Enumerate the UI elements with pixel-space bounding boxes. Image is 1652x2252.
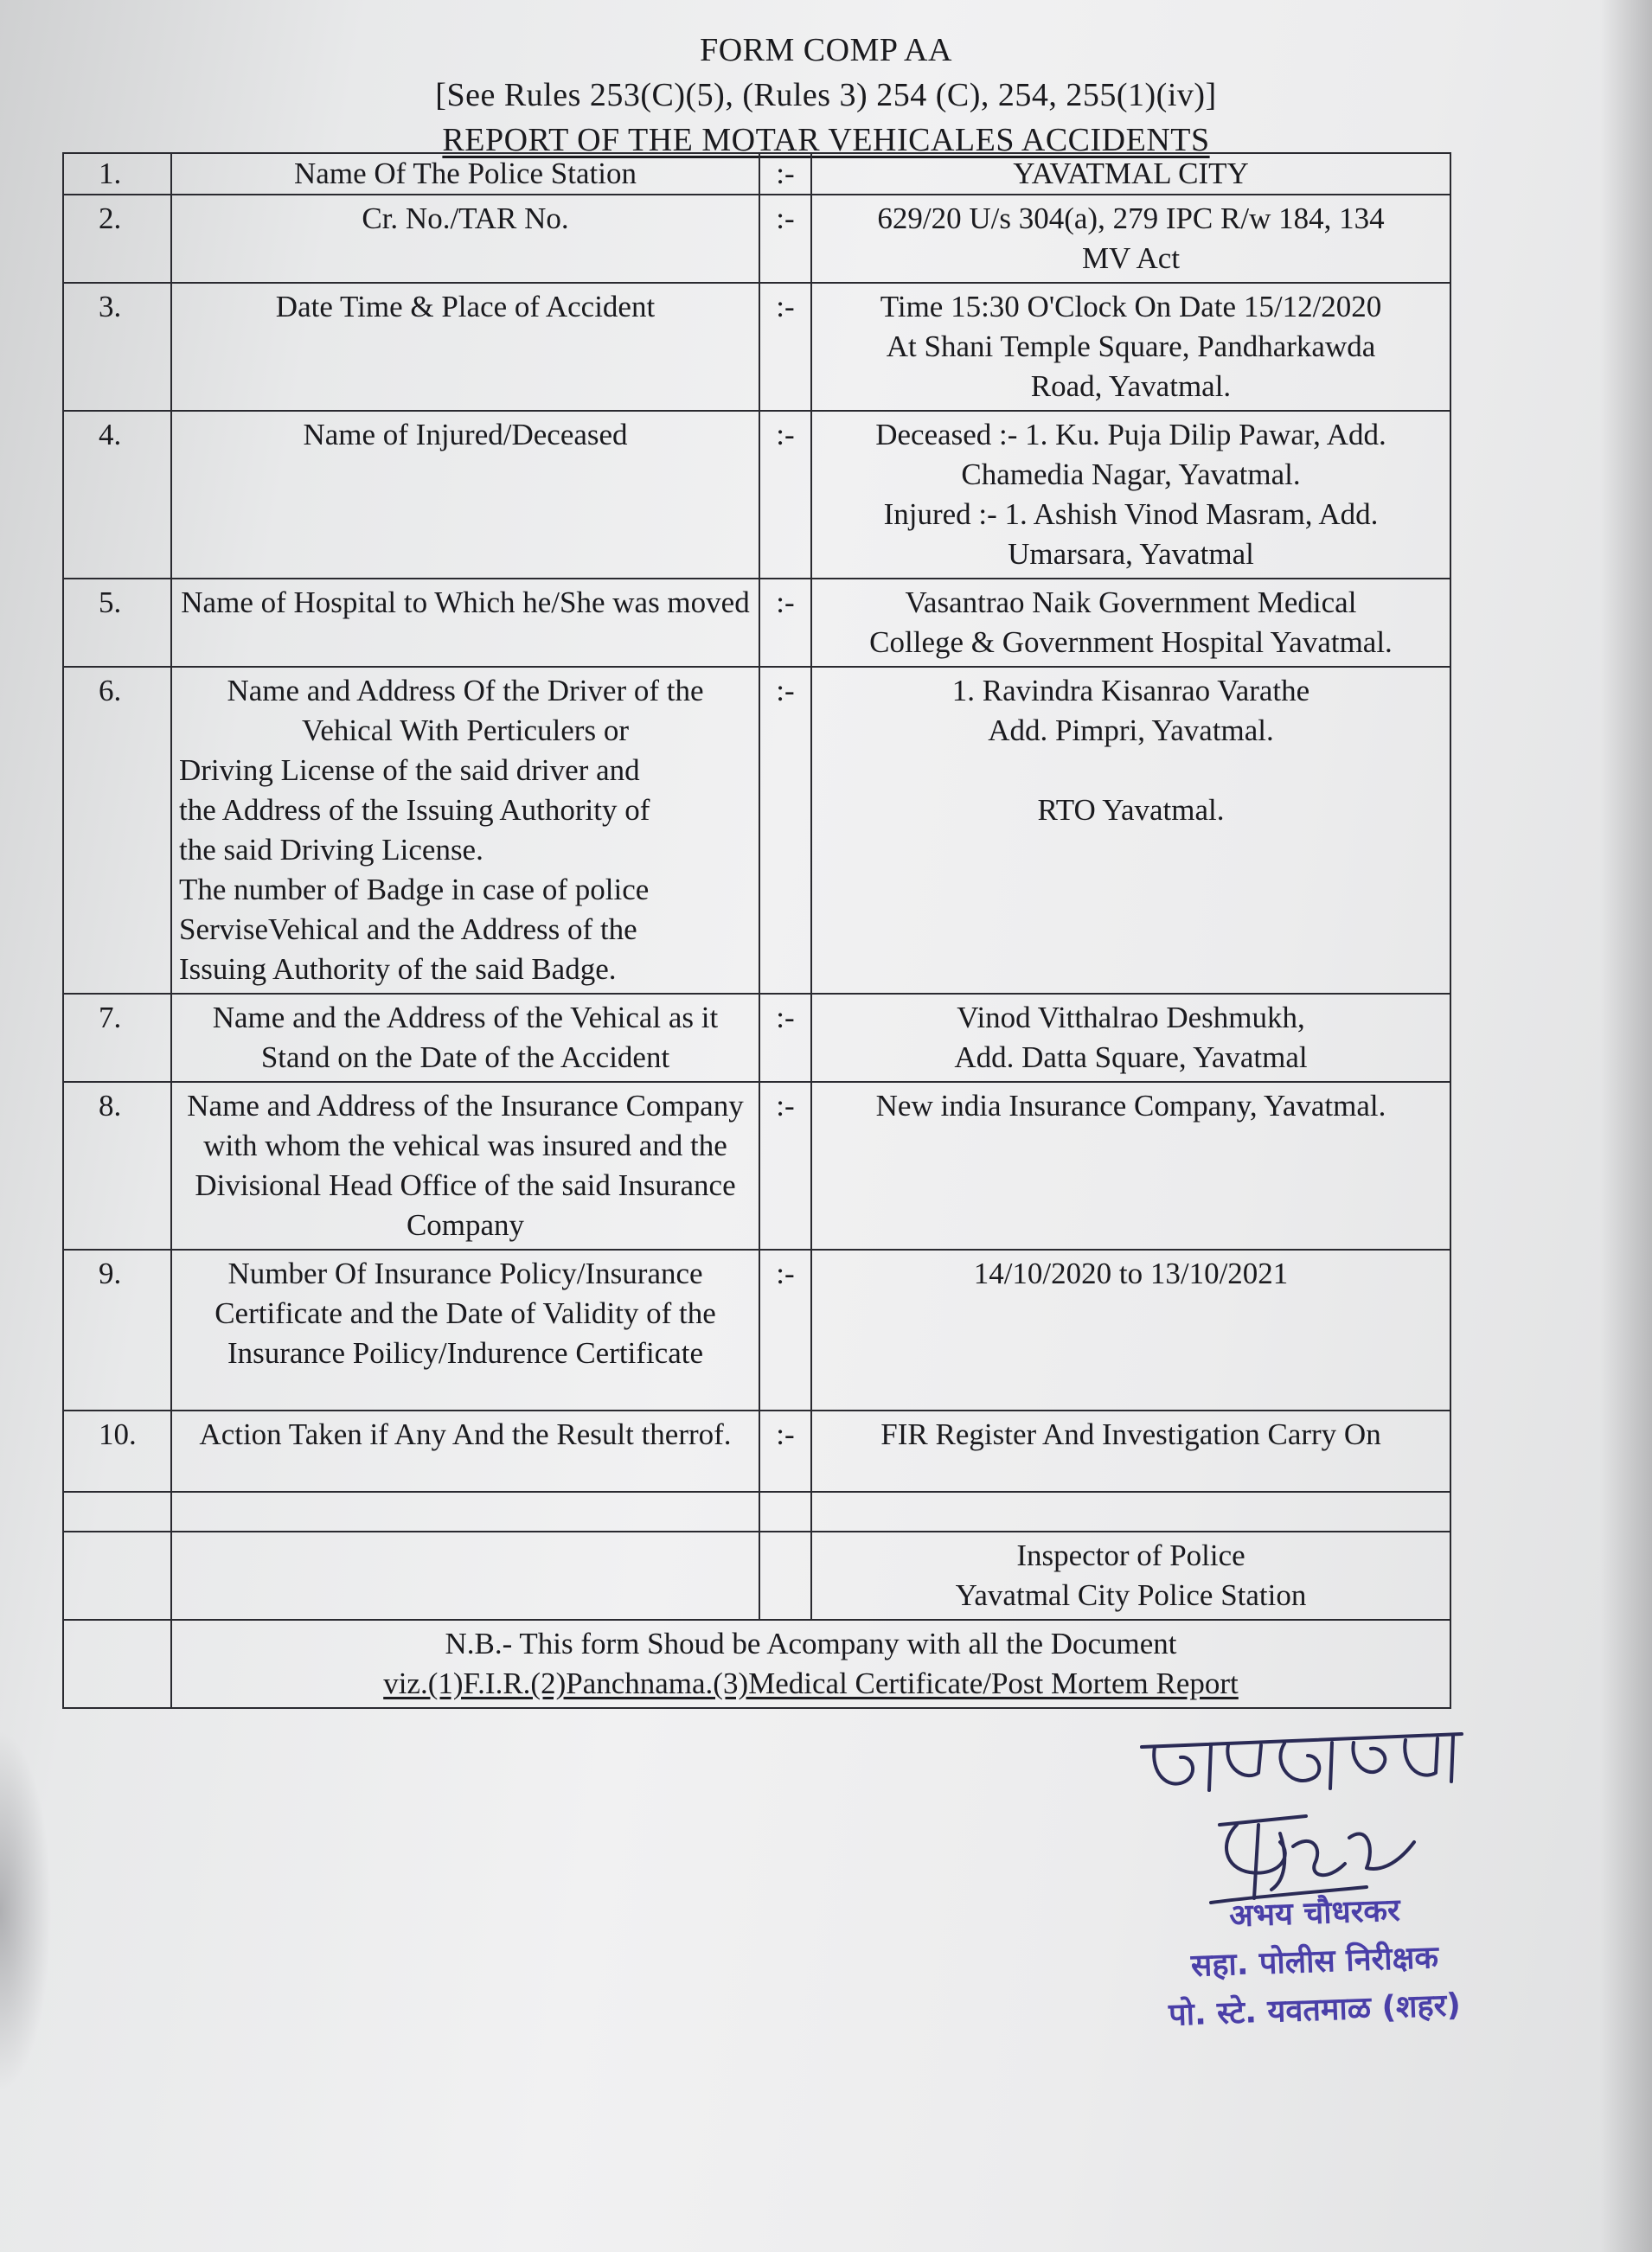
table-row-signatory xyxy=(63,1532,1450,1620)
stamp-line-station: पो. स्टे. यवतमाळ (शहर) xyxy=(1168,1987,1462,2033)
row-number: 9. xyxy=(63,1250,171,1411)
row-label: Name of Injured/Deceased xyxy=(171,411,759,579)
table-row xyxy=(63,994,1450,1082)
table-row xyxy=(63,667,1450,994)
empty-cell xyxy=(811,1492,1450,1532)
signatory-station: Yavatmal City Police Station xyxy=(955,1578,1307,1612)
row-separator: :- xyxy=(759,1411,811,1492)
row-separator: :- xyxy=(759,283,811,411)
table-row xyxy=(63,283,1450,411)
signatory-block xyxy=(811,1532,1450,1620)
row-value: 629/20 U/s 304(a), 279 IPC R/w 184, 134 MV Act xyxy=(811,195,1450,283)
row-value: Vasantrao Naik Government Medical College & Government Hospital Yavatmal. xyxy=(811,579,1450,667)
row-number: 8. xyxy=(63,1082,171,1250)
empty-cell xyxy=(63,1620,171,1708)
empty-cell xyxy=(759,1492,811,1532)
accident-report-table xyxy=(62,152,1451,1709)
row-value: FIR Register And Investigation Carry On xyxy=(811,1411,1450,1492)
table-row xyxy=(63,195,1450,283)
row-separator: :- xyxy=(759,579,811,667)
empty-cell xyxy=(759,1532,811,1620)
row-separator: :- xyxy=(759,667,811,994)
row-separator: :- xyxy=(759,195,811,283)
row-label: Name and Address Of the Driver of the Vehical With Perticulers or Driving License of the said driver and the Address of the Issuing Authority of the said Driving License. The number of Badge in case of police ServiseVehical and the Address of the Issuing Authority of the said Badge. xyxy=(171,667,759,994)
row-separator: :- xyxy=(759,1250,811,1411)
rules-line: [See Rules 253(C)(5), (Rules 3) 254 (C), 254, 255(1)(iv)] xyxy=(435,77,1217,113)
row-label: Name and the Address of the Vehical as it Stand on the Date of the Accident xyxy=(171,994,759,1082)
signatory-title: Inspector of Police xyxy=(1016,1539,1245,1572)
note-line: viz.(1)F.I.R.(2)Panchnama.(3)Medical Certificate/Post Mortem Report xyxy=(383,1667,1239,1700)
row-number: 7. xyxy=(63,994,171,1082)
row-number: 3. xyxy=(63,283,171,411)
table-row xyxy=(63,579,1450,667)
row-label: Name and Address of the Insurance Company with whom the vehical was insured and the Divisional Head Office of the said Insurance Company xyxy=(171,1082,759,1250)
row-value: 14/10/2020 to 13/10/2021 xyxy=(811,1250,1450,1411)
row-value: Deceased :- 1. Ku. Puja Dilip Pawar, Add. Chamedia Nagar, Yavatmal. Injured :- 1. Ashish Vinod Masram, Add. Umarsara, Yavatmal xyxy=(811,411,1450,579)
row-value: 1. Ravindra Kisanrao Varathe Add. Pimpri, Yavatmal. RTO Yavatmal. xyxy=(811,667,1450,994)
stamp-line-rank: सहा. पोलीस निरीक्षक xyxy=(1190,1940,1439,1984)
row-label: Number Of Insurance Policy/Insurance Certificate and the Date of Validity of the Insurance Poilicy/Indurence Certificate xyxy=(171,1250,759,1411)
row-label: Name Of The Police Station xyxy=(171,153,759,195)
table-row xyxy=(63,1082,1450,1250)
table-row xyxy=(63,411,1450,579)
row-label: Action Taken if Any And the Result therrof. xyxy=(171,1411,759,1492)
row-value: YAVATMAL CITY xyxy=(811,153,1450,195)
row-number: 2. xyxy=(63,195,171,283)
form-title: FORM COMP AA xyxy=(700,32,952,68)
row-value: Vinod Vitthalrao Deshmukh, Add. Datta Square, Yavatmal xyxy=(811,994,1450,1082)
row-label: Date Time & Place of Accident xyxy=(171,283,759,411)
row-label: Name of Hospital to Which he/She was moved xyxy=(171,579,759,667)
row-separator: :- xyxy=(759,153,811,195)
row-label: Cr. No./TAR No. xyxy=(171,195,759,283)
note-line: N.B.- This form Shoud be Acompany with all the Document xyxy=(445,1627,1177,1660)
row-separator: :- xyxy=(759,994,811,1082)
row-value: New india Insurance Company, Yavatmal. xyxy=(811,1082,1450,1250)
row-separator: :- xyxy=(759,1082,811,1250)
empty-cell xyxy=(171,1492,759,1532)
row-number: 4. xyxy=(63,411,171,579)
paper-shadow-right xyxy=(1600,0,1652,2252)
row-number: 6. xyxy=(63,667,171,994)
official-stamp xyxy=(1124,1890,1505,2035)
stamp-line-name: अभय चौधरकर xyxy=(1228,1892,1401,1935)
table-row xyxy=(63,153,1450,195)
row-separator: :- xyxy=(759,411,811,579)
table-row-empty xyxy=(63,1492,1450,1532)
empty-cell xyxy=(63,1492,171,1532)
empty-cell xyxy=(171,1532,759,1620)
row-number: 5. xyxy=(63,579,171,667)
empty-cell xyxy=(63,1532,171,1620)
row-number: 10. xyxy=(63,1411,171,1492)
report-title: REPORT OF THE MOTAR VEHICALES ACCIDENTS xyxy=(442,122,1210,158)
table-row xyxy=(63,1411,1450,1492)
row-number: 1. xyxy=(63,153,171,195)
row-value: Time 15:30 O'Clock On Date 15/12/2020 At Shani Temple Square, Pandharkawda Road, Yavatmal. xyxy=(811,283,1450,411)
table-row xyxy=(63,1250,1450,1411)
